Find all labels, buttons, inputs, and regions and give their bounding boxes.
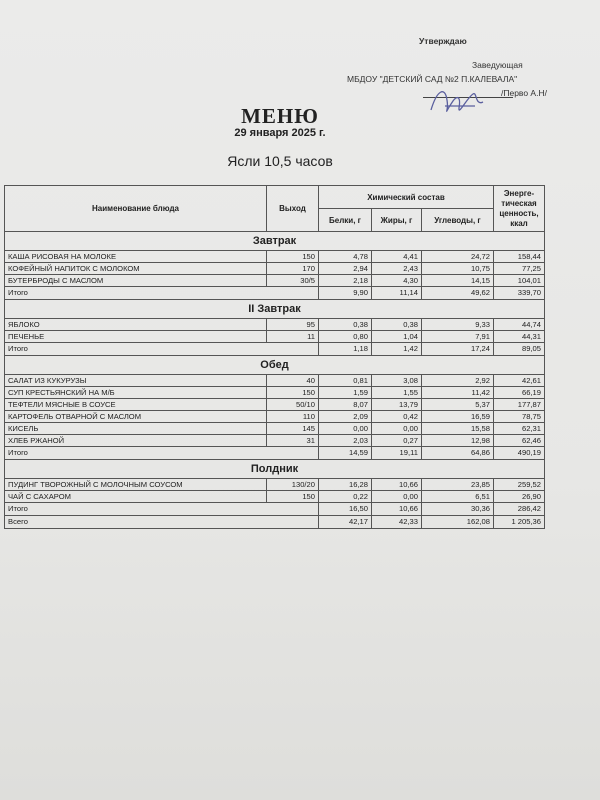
total-fat: 11,14: [372, 287, 422, 300]
dish-fat: 0,38: [372, 319, 422, 331]
grand-total-protein: 42,17: [319, 516, 372, 529]
total-label: Итого: [5, 503, 319, 516]
organization-name: МБДОУ "ДЕТСКИЙ САД №2 П.КАЛЕВАЛА": [347, 74, 518, 84]
dish-name: КОФЕЙНЫЙ НАПИТОК С МОЛОКОМ: [5, 263, 267, 275]
dish-row: [5, 491, 545, 503]
dish-carbs: 9,33: [422, 319, 494, 331]
header-dish-name: Наименование блюда: [5, 186, 267, 232]
header-chemical-composition: Химический состав: [319, 186, 494, 209]
dish-energy: 44,31: [494, 331, 545, 343]
section-total-row: [5, 287, 545, 300]
dish-row: [5, 411, 545, 423]
dish-carbs: 16,59: [422, 411, 494, 423]
dish-carbs: 2,92: [422, 375, 494, 387]
dish-fat: 4,30: [372, 275, 422, 287]
dish-carbs: 14,15: [422, 275, 494, 287]
dish-name: БУТЕРБРОДЫ С МАСЛОМ: [5, 275, 267, 287]
dish-energy: 259,52: [494, 479, 545, 491]
total-carbs: 49,62: [422, 287, 494, 300]
total-energy: 490,19: [494, 447, 545, 460]
dish-yield: 95: [267, 319, 319, 331]
dish-name: ЧАЙ С САХАРОМ: [5, 491, 267, 503]
total-energy: 89,05: [494, 343, 545, 356]
dish-protein: 2,09: [319, 411, 372, 423]
group-name: Ясли 10,5 часов: [227, 153, 333, 169]
approve-label: Утверждаю: [419, 36, 467, 46]
dish-carbs: 6,51: [422, 491, 494, 503]
dish-name: ПЕЧЕНЬЕ: [5, 331, 267, 343]
dish-row: [5, 387, 545, 399]
dish-name: КАША РИСОВАЯ НА МОЛОКЕ: [5, 251, 267, 263]
dish-fat: 1,55: [372, 387, 422, 399]
total-energy: 286,42: [494, 503, 545, 516]
total-carbs: 17,24: [422, 343, 494, 356]
section-title: Завтрак: [5, 232, 545, 251]
header-yield: Выход: [267, 186, 319, 232]
total-label: Итого: [5, 287, 319, 300]
dish-yield: 40: [267, 375, 319, 387]
dish-energy: 66,19: [494, 387, 545, 399]
dish-protein: 1,59: [319, 387, 372, 399]
dish-energy: 77,25: [494, 263, 545, 275]
dish-row: [5, 275, 545, 287]
total-protein: 14,59: [319, 447, 372, 460]
dish-protein: 4,78: [319, 251, 372, 263]
dish-yield: 11: [267, 331, 319, 343]
dish-row: [5, 479, 545, 491]
dish-row: [5, 263, 545, 275]
dish-fat: 4,41: [372, 251, 422, 263]
dish-fat: 0,42: [372, 411, 422, 423]
grand-total-carbs: 162,08: [422, 516, 494, 529]
page-title: МЕНЮ: [241, 104, 319, 128]
dish-fat: 10,66: [372, 479, 422, 491]
dish-yield: 31: [267, 435, 319, 447]
dish-row: [5, 319, 545, 331]
dish-protein: 2,18: [319, 275, 372, 287]
dish-protein: 0,81: [319, 375, 372, 387]
header-energy: Энерге-тическая ценность, ккал: [494, 186, 545, 232]
dish-energy: 42,61: [494, 375, 545, 387]
dish-fat: 1,04: [372, 331, 422, 343]
dish-energy: 177,87: [494, 399, 545, 411]
dish-fat: 0,00: [372, 423, 422, 435]
dish-energy: 104,01: [494, 275, 545, 287]
dish-yield: 30/5: [267, 275, 319, 287]
total-fat: 10,66: [372, 503, 422, 516]
dish-carbs: 10,75: [422, 263, 494, 275]
dish-yield: 170: [267, 263, 319, 275]
dish-name: КАРТОФЕЛЬ ОТВАРНОЙ С МАСЛОМ: [5, 411, 267, 423]
dish-fat: 13,79: [372, 399, 422, 411]
dish-name: СУП КРЕСТЬЯНСКИЙ НА М/Б: [5, 387, 267, 399]
dish-fat: 3,08: [372, 375, 422, 387]
menu-date: 29 января 2025 г.: [234, 127, 326, 139]
dish-row: [5, 399, 545, 411]
approver-position: Заведующая: [472, 60, 523, 70]
dish-carbs: 7,91: [422, 331, 494, 343]
dish-name: ЯБЛОКО: [5, 319, 267, 331]
section-header-row: [5, 232, 545, 251]
section-total-row: [5, 343, 545, 356]
section-header-row: [5, 356, 545, 375]
dish-yield: 150: [267, 491, 319, 503]
total-carbs: 64,86: [422, 447, 494, 460]
header-protein: Белки, г: [319, 209, 372, 232]
section-header-row: [5, 460, 545, 479]
dish-protein: 2,94: [319, 263, 372, 275]
section-total-row: [5, 503, 545, 516]
dish-carbs: 12,98: [422, 435, 494, 447]
dish-carbs: 11,42: [422, 387, 494, 399]
dish-row: [5, 423, 545, 435]
dish-energy: 62,31: [494, 423, 545, 435]
dish-fat: 0,00: [372, 491, 422, 503]
header-carbs: Углеводы, г: [422, 209, 494, 232]
total-carbs: 30,36: [422, 503, 494, 516]
section-total-row: [5, 447, 545, 460]
grand-total-row: [5, 516, 545, 529]
total-protein: 9,90: [319, 287, 372, 300]
dish-protein: 0,38: [319, 319, 372, 331]
dish-energy: 26,90: [494, 491, 545, 503]
dish-protein: 2,03: [319, 435, 372, 447]
dish-carbs: 5,37: [422, 399, 494, 411]
dish-yield: 110: [267, 411, 319, 423]
dish-name: КИСЕЛЬ: [5, 423, 267, 435]
grand-total-energy: 1 205,36: [494, 516, 545, 529]
total-label: Итого: [5, 447, 319, 460]
dish-yield: 150: [267, 251, 319, 263]
dish-energy: 44,74: [494, 319, 545, 331]
total-protein: 1,18: [319, 343, 372, 356]
dish-protein: 0,22: [319, 491, 372, 503]
dish-row: [5, 251, 545, 263]
header-fat: Жиры, г: [372, 209, 422, 232]
dish-name: ПУДИНГ ТВОРОЖНЫЙ С МОЛОЧНЫМ СОУСОМ: [5, 479, 267, 491]
dish-energy: 62,46: [494, 435, 545, 447]
dish-fat: 2,43: [372, 263, 422, 275]
menu-table: [4, 185, 545, 529]
section-title: Обед: [5, 356, 545, 375]
dish-protein: 16,28: [319, 479, 372, 491]
dish-protein: 8,07: [319, 399, 372, 411]
dish-carbs: 15,58: [422, 423, 494, 435]
menu-table-body: [5, 232, 545, 529]
section-title: II Завтрак: [5, 300, 545, 319]
dish-carbs: 23,85: [422, 479, 494, 491]
dish-name: САЛАТ ИЗ КУКУРУЗЫ: [5, 375, 267, 387]
dish-name: ТЕФТЕЛИ МЯСНЫЕ В СОУСЕ: [5, 399, 267, 411]
total-fat: 19,11: [372, 447, 422, 460]
dish-yield: 130/20: [267, 479, 319, 491]
dish-row: [5, 435, 545, 447]
dish-fat: 0,27: [372, 435, 422, 447]
dish-row: [5, 331, 545, 343]
dish-yield: 145: [267, 423, 319, 435]
grand-total-fat: 42,33: [372, 516, 422, 529]
dish-yield: 50/10: [267, 399, 319, 411]
dish-energy: 158,44: [494, 251, 545, 263]
dish-protein: 0,00: [319, 423, 372, 435]
dish-row: [5, 375, 545, 387]
dish-carbs: 24,72: [422, 251, 494, 263]
dish-yield: 150: [267, 387, 319, 399]
dish-energy: 78,75: [494, 411, 545, 423]
grand-total-label: Всего: [5, 516, 319, 529]
total-label: Итого: [5, 343, 319, 356]
dish-name: ХЛЕБ РЖАНОЙ: [5, 435, 267, 447]
section-title: Полдник: [5, 460, 545, 479]
total-energy: 339,70: [494, 287, 545, 300]
approver-name: /Перво А.Н/: [501, 88, 547, 98]
section-header-row: [5, 300, 545, 319]
total-fat: 1,42: [372, 343, 422, 356]
total-protein: 16,50: [319, 503, 372, 516]
dish-protein: 0,80: [319, 331, 372, 343]
